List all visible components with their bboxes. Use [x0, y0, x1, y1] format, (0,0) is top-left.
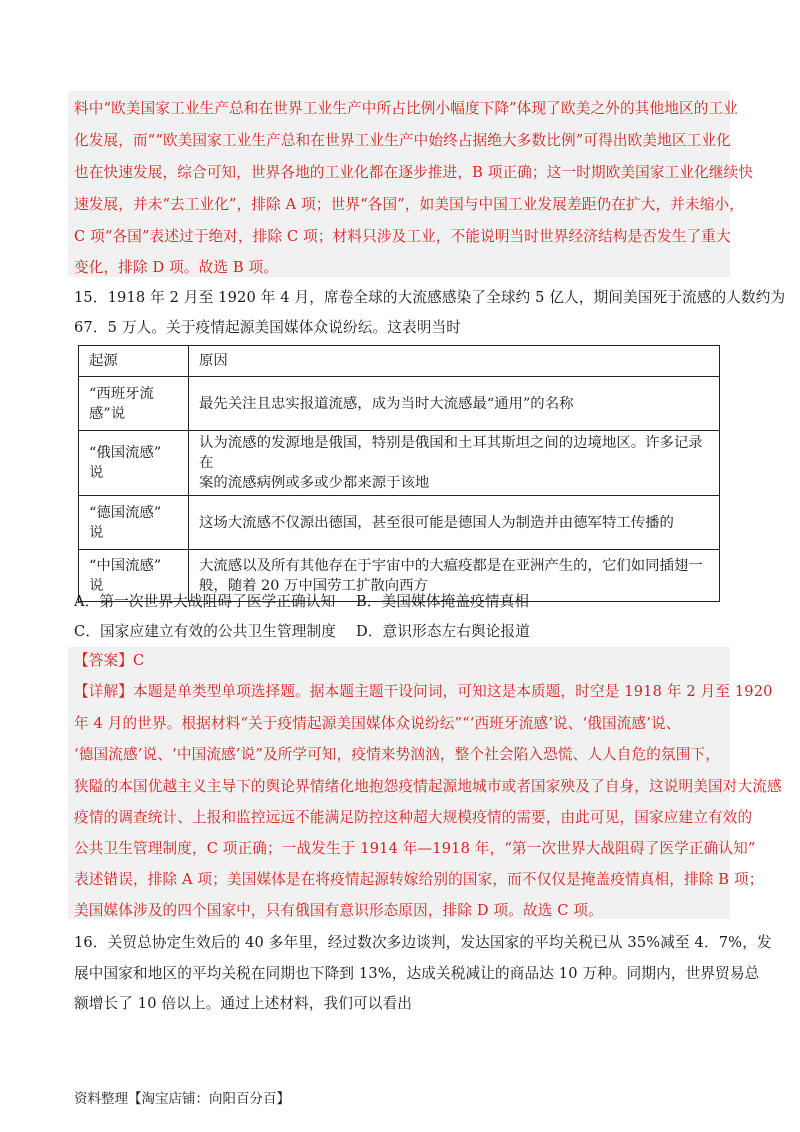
- table-header: 原因: [189, 346, 720, 377]
- analysis-line: 速发展，并未“去工业化”，排除 A 项；世界“各国”，如美国与中国工业发展差距仍在扩大，并未缩小，: [74, 196, 744, 213]
- analysis-line: 料中“欧美国家工业生产总和在世界工业生产中所占比例小幅度下降”体现了欧美之外的其他地区的工业: [74, 100, 738, 117]
- question-16-stem: 展中国家和地区的平均关税在同期也下降到 13%，达成关税减让的商品达 10 万种。同期内，世界贸易总: [74, 965, 760, 982]
- question-15-stem: 67．5 万人。关于疫情起源美国媒体众说纷纭。这表明当时: [74, 319, 461, 336]
- analysis-line: 公共卫生管理制度，C 项正确；一战发生于 1914 年—1918 年，“第一次世界大战阻碍了医学正确认知”: [74, 840, 756, 857]
- table-cell-origin: “西班牙流 感”说: [79, 377, 189, 431]
- question-16-stem: 额增长了 10 倍以上。通过上述材料，我们可以看出: [74, 995, 413, 1012]
- table-header: 起源: [79, 346, 189, 377]
- option-a: A．第一次世界大战阻碍了医学正确认知: [74, 593, 336, 610]
- question-15-stem: 15．1918 年 2 月至 1920 年 4 月，席卷全球的大流感感染了全球约 5 亿人，期间美国死于流感的人数约为: [74, 289, 786, 306]
- analysis-line: 化发展，而““欧美国家工业生产总和在世界工业生产中始终占据绝大多数比例”可得出欧美地区工业化: [74, 132, 731, 149]
- origin-table: [78, 345, 720, 602]
- analysis-line: ‘德国流感’说、‘中国流感’说”及所学可知，疫情来势汹汹，整个社会陷入恐慌、人人自危的氛围下，: [74, 746, 721, 763]
- option-b: B．美国媒体掩盖疫情真相: [356, 593, 530, 610]
- analysis-line: C 项“各国”表述过于绝对，排除 C 项；材料只涉及工业，不能说明当时世界经济结构是否发生了重大: [74, 228, 731, 245]
- analysis-line: 也在快速发展，综合可知，世界各地的工业化都在逐步推进，B 项正确；这一时期欧美国家工业化继续快: [74, 164, 754, 181]
- table-cell-origin: “俄国流感” 说: [79, 431, 189, 496]
- table-header-row: [79, 346, 720, 377]
- table-cell-reason: 最先关注且忠实报道流感，成为当时大流感最“通用”的名称: [189, 377, 720, 431]
- analysis-line: 疫情的调查统计、上报和监控远远不能满足防控这种超大规模疫情的需要，由此可见，国家应建立有效的: [74, 809, 753, 826]
- option-c: C．国家应建立有效的公共卫生管理制度: [74, 623, 336, 640]
- question-16-stem: 16．关贸总协定生效后的 40 多年里，经过数次多边谈判，发达国家的平均关税已从 35%减至 4．7%，发: [74, 934, 772, 951]
- option-d: D．意识形态左右舆论报道: [356, 623, 531, 640]
- analysis-line: 美国媒体涉及的四个国家中，只有俄国有意识形态原因，排除 D 项。故选 C 项。: [74, 902, 603, 919]
- analysis-line: 表述错误，排除 A 项；美国媒体是在将疫情起源转嫁给别的国家，而不仅仅是掩盖疫情真相，排除 B 项；: [74, 871, 764, 888]
- table-cell-origin: “德国流感” 说: [79, 496, 189, 550]
- table-cell-reason: 这场大流感不仅源出德国，甚至很可能是德国人为制造并由德军特工传播的: [189, 496, 720, 550]
- table-row: [79, 496, 720, 550]
- analysis-line: 变化，排除 D 项。故选 B 项。: [74, 259, 279, 276]
- analysis-line: 狭隘的本国优越主义主导下的舆论界情绪化地抱怨疫情起源地城市或者国家殃及了自身，这说明美国对大流感: [74, 778, 782, 795]
- answer-label: 【答案】C: [74, 652, 145, 669]
- analysis-line: 【详解】本题是单类型单项选择题。据本题主题干设问词，可知这是本质题，时空是 1918 年 2 月至 1920: [74, 683, 773, 700]
- table-row: [79, 377, 720, 431]
- analysis-line: 年 4 月的世界。根据材料“关于疫情起源美国媒体众说纷纭”“‘西班牙流感’说、‘俄国流感’说、: [74, 715, 681, 732]
- table-row: [79, 431, 720, 496]
- page-footer: 资料整理【淘宝店铺：向阳百分百】: [74, 1091, 290, 1107]
- table-cell-reason: 认为流感的发源地是俄国，特别是俄国和土耳其斯坦之间的边境地区。许多记录在 案的流感病例或多或少都来源于该地: [189, 431, 720, 496]
- table-cell-origin: “中国流感” 说: [79, 550, 189, 602]
- table-cell-reason: 大流感以及所有其他存在于宇宙中的大瘟疫都是在亚洲产生的，它们如同插翅一 般，随着 20 万中国劳工扩散向西方: [189, 550, 720, 602]
